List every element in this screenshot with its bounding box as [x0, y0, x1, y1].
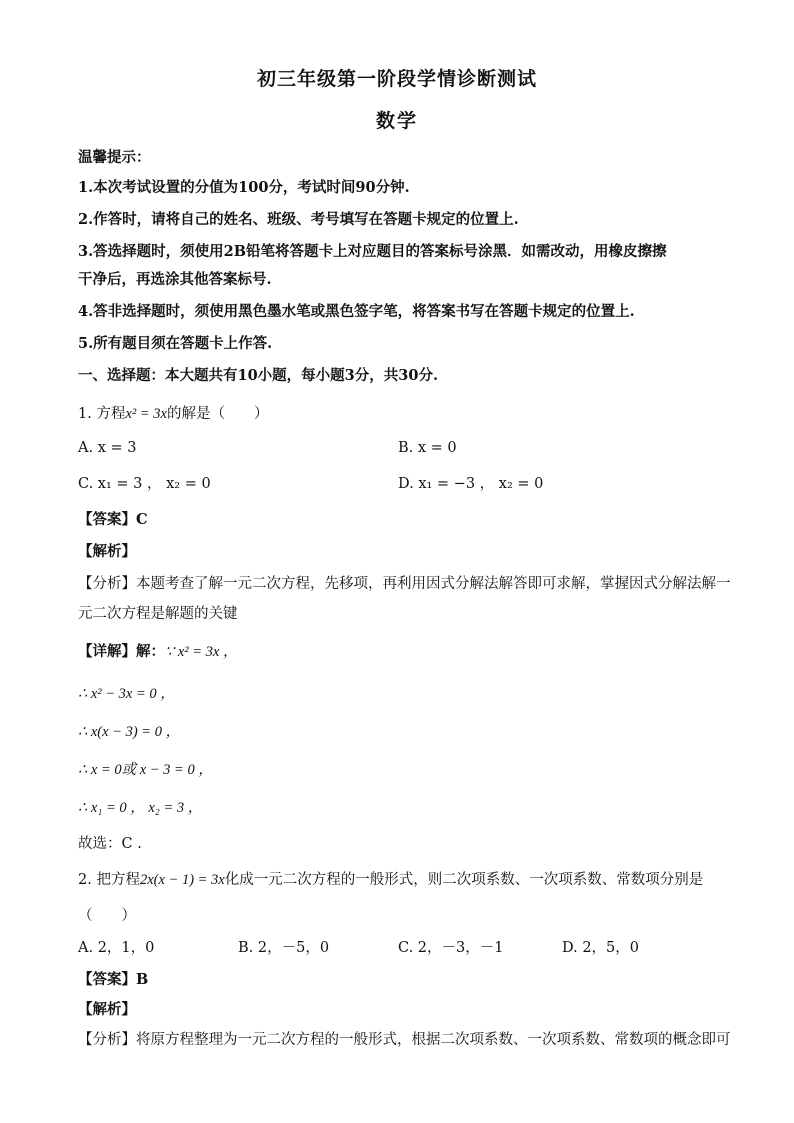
q1-stem-prefix: 1. 方程	[78, 406, 126, 422]
q2-stem-prefix: 2. 把方程	[78, 872, 140, 888]
notice-item-2: 2.作答时，请将自己的姓名、班级、考号填写在答题卡规定的位置上.	[78, 211, 519, 228]
q2-equation: 2x(x − 1) = 3x	[139, 872, 225, 888]
q1-analysis-line-2: 元二次方程是解题的关键	[78, 606, 238, 622]
q1-answer: 【答案】C	[78, 511, 148, 528]
q1-step-1: ∴ x² − 3x = 0 ，	[78, 686, 175, 702]
q2-answer: 【答案】B	[78, 971, 149, 988]
q1-option-c: C. x₁ = 3 ， x₂ = 0	[78, 476, 211, 492]
q1-stem-suffix: 的解是（ ）	[166, 406, 269, 422]
notice-item-5: 5.所有题目须在答题卡上作答.	[78, 335, 273, 352]
q1-conclusion: 故选：C .	[78, 836, 142, 852]
q1-analysis-tag: 【解析】	[78, 543, 136, 560]
q1-equation: x² = 3x	[125, 406, 167, 422]
q2-stem-line-2: （ ）	[78, 908, 136, 924]
q2-analysis-tag: 【解析】	[78, 1001, 136, 1018]
q1-detail-equation: ∵ x² = 3x ，	[165, 644, 238, 660]
exam-title: 初三年级第一阶段学情诊断测试	[256, 68, 537, 90]
notice-item-1: 1.本次考试设置的分值为100分，考试时间90分钟.	[78, 179, 410, 196]
q1-detail-prefix: 【详解】解：	[78, 643, 165, 660]
notice-item-4: 4.答非选择题时，须使用黑色墨水笔或黑色签字笔，将答案书写在答题卡规定的位置上.	[78, 303, 635, 320]
section-heading: 一、选择题：本大题共有10小题，每小题3分，共30分.	[78, 367, 438, 384]
q2-option-d: D. 2，5，0	[562, 940, 640, 956]
q1-option-d: D. x₁ = −3 ， x₂ = 0	[398, 476, 544, 492]
q2-option-b: B. 2，－5，0	[238, 940, 330, 956]
q1-step-3: ∴ x = 0或 x − 3 = 0 ，	[78, 762, 213, 778]
q1-option-a: A. x = 3	[78, 440, 137, 456]
q1-option-b: B. x = 0	[398, 440, 457, 456]
q2-stem-suffix: 化成一元二次方程的一般形式，则二次项系数、一次项系数、常数项分别是	[224, 872, 704, 888]
q1-step-4: ∴ x₁ = 0 ， x₂ = 3 ，	[78, 800, 203, 816]
notice-item-3: 3.答选择题时，须使用2B铅笔将答题卡上对应题目的答案标号涂黑．如需改动，用橡皮擦擦	[78, 243, 667, 260]
subject-title: 数学	[375, 110, 418, 132]
q1-step-2: ∴ x(x − 3) = 0 ，	[78, 724, 181, 740]
notice-item-3-cont: 干净后，再选涂其他答案标号.	[78, 271, 272, 288]
q1-stem	[78, 404, 268, 424]
q1-detail	[78, 642, 237, 662]
q2-option-c: C. 2，－3，－1	[398, 940, 504, 956]
q2-stem	[78, 870, 703, 890]
q2-analysis-line-1: 【分析】将原方程整理为一元二次方程的一般形式，根据二次项系数、一次项系数、常数项的概念即可	[78, 1032, 731, 1048]
q2-option-a: A. 2，1，0	[78, 940, 155, 956]
q1-analysis-line-1: 【分析】本题考查了解一元二次方程，先移项，再利用因式分解法解答即可求解，掌握因式分解法解一	[78, 576, 731, 592]
notice-heading: 温馨提示：	[78, 149, 151, 166]
